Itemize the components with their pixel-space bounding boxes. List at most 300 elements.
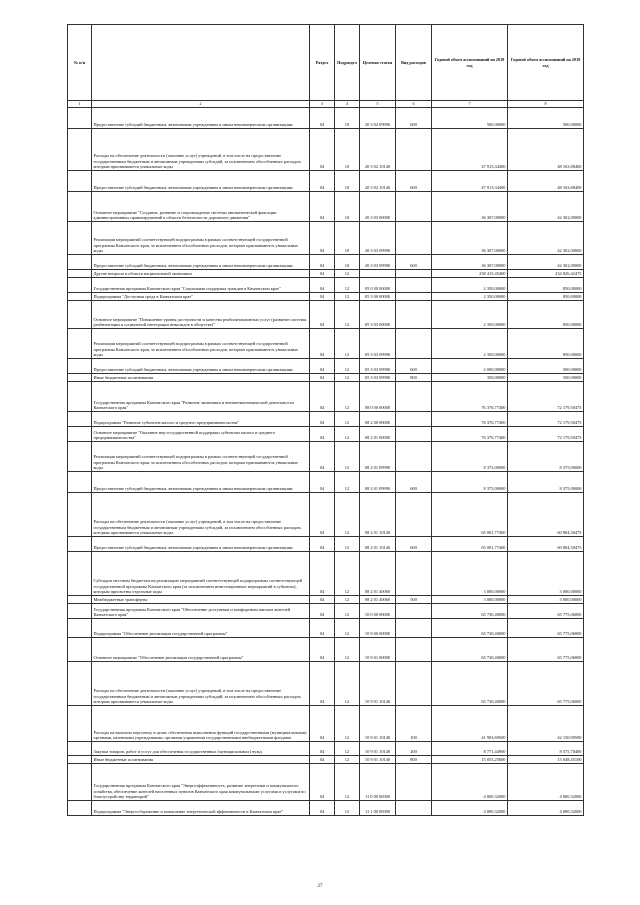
cell-subsection: 12 [335,801,360,816]
cell-name: Закупка товаров, работ и услуг для обеспечения государственных (муниципальных) нужд [92,742,310,756]
cell-name: Реализация мероприятий соответствующей подпрограммы в рамках соответствующей государственной программы Камчатского края, за исключением обособленных расходов, которым присваиваются уникальные коды [92,222,310,255]
cell-num [68,706,92,742]
cell-name: Подпрограмма "Доступная среда в Камчатском крае" [92,293,310,301]
cell-subsection: 12 [335,764,360,801]
cell-section: 04 [310,604,335,619]
cell-exptype: 600 [396,108,432,129]
cell-target: 05 0 00 00000 [360,278,396,293]
table-row [68,706,584,742]
table-row [68,412,584,427]
cell-amount-2019: 850,00000 [508,278,584,293]
cell-name: Подпрограмма "Развитие субъектов малого и среднего предпринимательства" [92,412,310,427]
cell-subsection: 10 [335,171,360,192]
cell-section: 04 [310,427,335,442]
cell-target: 05 3 00 00000 [360,293,396,301]
cell-section: 04 [310,129,335,171]
table-row [68,329,584,359]
cell-num [68,293,92,301]
cell-exptype [396,619,432,638]
cell-target: 10 9 00 00000 [360,619,396,638]
cell-target: 05 3 03 09990 [360,359,396,374]
cell-subsection: 10 [335,255,360,270]
header-exptype: Вид расходов [396,25,432,101]
cell-section: 04 [310,706,335,742]
cell-amount-2019: 42 302,00000 [508,192,584,222]
cell-num [68,427,92,442]
cell-amount-2018: 65 730,40000 [432,662,508,706]
cell-target: 08 2 01 09990 [360,472,396,493]
cell-target: 05 3 03 09990 [360,374,396,382]
cell-target: 05 3 03 09990 [360,329,396,359]
cell-exptype [396,222,432,255]
cell-amount-2019: 42 150,90500 [508,706,584,742]
cell-num [68,329,92,359]
cell-amount-2019: 72 179,50475 [508,427,584,442]
cell-name: Предоставление субсидий бюджетным, автономным учреждениям и иным некоммерческим организациям [92,537,310,552]
cell-exptype: 500 [396,596,432,604]
cell-exptype: 600 [396,255,432,270]
cell-exptype [396,293,432,301]
cell-section: 04 [310,192,335,222]
cell-num [68,129,92,171]
cell-amount-2018: 36 307,00000 [432,222,508,255]
cell-section: 04 [310,742,335,756]
cell-amount-2018: 8 375,00000 [432,472,508,493]
cell-amount-2019: 42 302,00000 [508,255,584,270]
table-row [68,742,584,756]
cell-exptype: 100 [396,706,432,742]
cell-amount-2018: 65 730,40000 [432,619,508,638]
cell-exptype: 200 [396,742,432,756]
cell-name: Другие вопросы в области национальной экономики [92,270,310,278]
cell-num [68,472,92,493]
cell-amount-2019: 850,00000 [508,329,584,359]
cell-num [68,412,92,427]
cell-subsection: 12 [335,329,360,359]
cell-amount-2019: 48 163,88400 [508,171,584,192]
cell-exptype [396,604,432,619]
cell-target: 20 3 03 00000 [360,192,396,222]
cell-exptype: 800 [396,374,432,382]
cell-amount-2018: 3 000,00000 [432,552,508,596]
cell-amount-2019: 48 163,88400 [508,129,584,171]
cell-section: 04 [310,801,335,816]
cell-section: 04 [310,270,335,278]
cell-amount-2018: 2 350,00000 [432,329,508,359]
cell-subsection: 12 [335,537,360,552]
cell-subsection: 12 [335,270,360,278]
cell-num [68,374,92,382]
colnum: 5 [360,101,396,108]
table-row [68,129,584,171]
cell-target: 20 3 02 10140 [360,129,396,171]
cell-num [68,222,92,255]
cell-amount-2019: 3 000,00000 [508,596,584,604]
table-row [68,255,584,270]
cell-amount-2019: 60 804,50475 [508,493,584,537]
table-row [68,192,584,222]
cell-name: Основное мероприятие "Повышение уровня доступности и качества реабилитационных услуг (развитие системы реабилитации и социальной интеграции инвалидов в обществе)" [92,301,310,329]
cell-subsection: 12 [335,638,360,662]
cell-subsection: 10 [335,108,360,129]
cell-subsection: 12 [335,374,360,382]
cell-name: Государственная программа Камчатского края "Энергоэффективность, развитие энергетики и коммунального хозяйства, обеспечение жителей населенных пунктов Камчатского края коммунальными услугами и услугами по благоустройству территорий" [92,764,310,801]
cell-amount-2018: 47 913,34400 [432,129,508,171]
cell-amount-2019: 500,00000 [508,108,584,129]
cell-amount-2019: 65 775,06000 [508,638,584,662]
cell-name: Предоставление субсидий бюджетным, автономным учреждениям и иным некоммерческим организациям [92,171,310,192]
header-2019: Годовой объем ассигнований на 2019 год [508,25,584,101]
cell-section: 04 [310,764,335,801]
cell-subsection: 12 [335,382,360,412]
cell-exptype: 800 [396,756,432,764]
cell-target: 20 3 02 10140 [360,171,396,192]
cell-target: 08 0 00 00000 [360,382,396,412]
cell-section: 04 [310,255,335,270]
cell-amount-2018: 15 055,25600 [432,756,508,764]
cell-amount-2018: 238 415,45400 [432,270,508,278]
cell-subsection: 12 [335,493,360,537]
cell-subsection: 12 [335,301,360,329]
cell-amount-2019: 72 179,50475 [508,382,584,412]
table-row [68,801,584,816]
cell-amount-2018: 2 000,00000 [432,359,508,374]
colnum: 3 [310,101,335,108]
cell-section: 04 [310,301,335,329]
cell-num [68,270,92,278]
cell-section: 04 [310,552,335,596]
cell-exptype [396,427,432,442]
cell-subsection: 12 [335,604,360,619]
cell-target: 10 9 01 10140 [360,706,396,742]
cell-num [68,537,92,552]
cell-name: Расходы на обеспечение деятельности (оказание услуг) учреждений, в том числе на предоставление государственным бюджетным и автономным учреждениям субсидий, за исключением обособленных расходов, которым присваиваются уникальные коды [92,129,310,171]
cell-section: 04 [310,329,335,359]
cell-name: Предоставление субсидий бюджетным, автономным учреждениям и иным некоммерческим организациям [92,108,310,129]
budget-table [67,24,584,816]
cell-name: Подпрограмма "Обеспечение реализации государственной программы" [92,619,310,638]
table-row [68,552,584,596]
table-row [68,493,584,537]
cell-name: Субсидии местным бюджетам на реализацию мероприятий соответствующей подпрограммы соответствующей государственной программы Камчатского края (за исключением инвестиционных мероприятий в субъекты), которым присвоены отдельные коды [92,552,310,596]
cell-amount-2018: 4 800,32000 [432,764,508,801]
cell-target [360,270,396,278]
cell-section: 04 [310,638,335,662]
cell-amount-2018: 36 307,00000 [432,192,508,222]
table-row [68,301,584,329]
cell-subsection: 12 [335,359,360,374]
cell-amount-2019: 42 302,00000 [508,222,584,255]
table-row [68,638,584,662]
cell-section: 04 [310,359,335,374]
cell-subsection: 10 [335,222,360,255]
cell-exptype: 600 [396,171,432,192]
cell-section: 04 [310,222,335,255]
cell-exptype [396,329,432,359]
cell-target: 08 2 01 10140 [360,537,396,552]
table-row [68,427,584,442]
cell-subsection: 12 [335,742,360,756]
header-name [92,25,310,101]
cell-exptype [396,552,432,596]
cell-section: 04 [310,412,335,427]
cell-amount-2019: 500,00000 [508,359,584,374]
cell-name: Основное мероприятие "Создание, развитие и сопровождение системы автоматической фиксации административных правонарушений в области безопасности дорожного движения" [92,192,310,222]
cell-exptype: 600 [396,537,432,552]
cell-exptype [396,801,432,816]
header-subsection: Подраздел [335,25,360,101]
cell-exptype [396,301,432,329]
cell-num [68,764,92,801]
cell-name: Расходы на выплаты персоналу в целях обеспечения выполнения функций государственными (муниципальными) органами, казенными учреждениями, органами управления государственными внебюджетными фондами [92,706,310,742]
cell-subsection: 12 [335,756,360,764]
cell-section: 04 [310,171,335,192]
cell-amount-2019: 3 000,00000 [508,552,584,596]
cell-target: 08 2 01 09990 [360,442,396,472]
cell-name: Предоставление субсидий бюджетным, автономным учреждениям и иным некоммерческим организациям [92,359,310,374]
table-row [68,293,584,301]
cell-target: 10 9 01 10140 [360,742,396,756]
cell-num [68,255,92,270]
cell-num [68,278,92,293]
cell-num [68,756,92,764]
cell-num [68,638,92,662]
cell-amount-2018: 8 375,00000 [432,442,508,472]
cell-amount-2019: 72 179,50475 [508,412,584,427]
cell-amount-2018: 76 376,77400 [432,412,508,427]
cell-subsection: 12 [335,472,360,493]
cell-subsection: 12 [335,596,360,604]
table-row [68,756,584,764]
cell-name: Государственная программа Камчатского края "Развитие экономики и внешнеэкономической деятельности Камчатского края" [92,382,310,412]
cell-target: 11 1 00 00000 [360,801,396,816]
cell-target: 08 2 01 40060 [360,552,396,596]
cell-section: 04 [310,619,335,638]
cell-subsection: 10 [335,192,360,222]
cell-subsection: 12 [335,427,360,442]
column-number-row [68,101,584,108]
cell-exptype: 600 [396,472,432,493]
table-row [68,596,584,604]
cell-amount-2018: 350,00000 [432,374,508,382]
cell-num [68,301,92,329]
cell-amount-2019: 850,00000 [508,293,584,301]
cell-name: Межбюджетные трансферты [92,596,310,604]
cell-amount-2019: 8 575,70400 [508,742,584,756]
cell-exptype [396,493,432,537]
cell-amount-2019: 65 775,06000 [508,662,584,706]
header-num: № п/п [68,25,92,101]
cell-subsection: 12 [335,293,360,301]
colnum: 6 [396,101,432,108]
cell-amount-2018: 41 903,69500 [432,706,508,742]
cell-name: Подпрограмма "Энергосбережение и повышение энергетической эффективности в Камчатском крае" [92,801,310,816]
cell-exptype [396,638,432,662]
cell-num [68,619,92,638]
cell-amount-2019: 60 804,50475 [508,537,584,552]
cell-section: 04 [310,374,335,382]
cell-amount-2019: 65 775,06000 [508,604,584,619]
cell-exptype [396,270,432,278]
cell-section: 04 [310,662,335,706]
header-target: Целевая статья [360,25,396,101]
cell-exptype [396,278,432,293]
cell-exptype [396,442,432,472]
cell-num [68,493,92,537]
table-row [68,222,584,255]
cell-amount-2018: 47 913,34400 [432,171,508,192]
cell-name: Расходы на обеспечение деятельности (оказание услуг) учреждений, в том числе на предоставление государственным бюджетным и автономным учреждениям субсидий, за исключением обособленных расходов, которым присваиваются уникальные коды [92,493,310,537]
table-row [68,374,584,382]
cell-target: 08 2 01 40060 [360,596,396,604]
cell-amount-2018: 2 350,00000 [432,278,508,293]
header-2018: Годовой объем ассигнований на 2018 год [432,25,508,101]
cell-amount-2019: 234 826,42475 [508,270,584,278]
table-row [68,537,584,552]
table-row [68,662,584,706]
cell-amount-2018: 2 350,00000 [432,293,508,301]
cell-amount-2018: 65 730,40000 [432,604,508,619]
header-section: Раздел [310,25,335,101]
cell-section: 04 [310,537,335,552]
cell-num [68,192,92,222]
table-row [68,270,584,278]
cell-target: 20 3 03 09990 [360,222,396,255]
cell-num [68,382,92,412]
cell-target: 08 2 01 00000 [360,427,396,442]
cell-num [68,552,92,596]
cell-section: 04 [310,756,335,764]
table-body [68,108,584,816]
cell-subsection: 10 [335,129,360,171]
cell-section: 04 [310,382,335,412]
cell-amount-2019: 4 800,32000 [508,764,584,801]
cell-section: 04 [310,108,335,129]
cell-exptype [396,382,432,412]
cell-section: 04 [310,442,335,472]
cell-target: 10 9 01 10140 [360,662,396,706]
cell-name: Иные бюджетные ассигнования [92,756,310,764]
cell-num [68,359,92,374]
table-row [68,764,584,801]
cell-subsection: 12 [335,662,360,706]
cell-target: 10 9 01 00000 [360,638,396,662]
cell-amount-2019: 4 800,32000 [508,801,584,816]
cell-subsection: 12 [335,278,360,293]
cell-num [68,662,92,706]
cell-amount-2018: 2 350,00000 [432,301,508,329]
cell-exptype [396,764,432,801]
cell-amount-2018: 36 307,00000 [432,255,508,270]
cell-name: Предоставление субсидий бюджетным, автономным учреждениям и иным некоммерческим организациям [92,472,310,493]
table-row [68,604,584,619]
cell-amount-2018: 65 001,77400 [432,493,508,537]
cell-name: Государственная программа Камчатского края "Обеспечение доступным и комфортным жильем жителей Камчатского края" [92,604,310,619]
colnum: 4 [335,101,360,108]
cell-section: 04 [310,293,335,301]
cell-amount-2019: 15 048,45100 [508,756,584,764]
cell-name: Расходы на обеспечение деятельности (оказание услуг) учреждений, в том числе на предоставление государственным бюджетным и автономным учреждениям субсидий, за исключением обособленных расходов, которым присваиваются уникальные коды [92,662,310,706]
cell-target: 11 0 00 00000 [360,764,396,801]
table-row [68,382,584,412]
table-row [68,278,584,293]
cell-section: 04 [310,472,335,493]
cell-num [68,442,92,472]
cell-amount-2018: 500,00000 [432,108,508,129]
cell-exptype [396,129,432,171]
cell-amount-2018: 8 771,44900 [432,742,508,756]
cell-amount-2018: 4 800,32000 [432,801,508,816]
table-row [68,472,584,493]
cell-name: Основное мероприятие "Оказание мер государственной поддержки субъектам малого и среднего предпринимательства" [92,427,310,442]
cell-num [68,171,92,192]
table-row [68,359,584,374]
cell-amount-2018: 3 000,00000 [432,596,508,604]
cell-target: 08 2 00 00000 [360,412,396,427]
cell-section: 04 [310,278,335,293]
cell-name: Реализация мероприятий соответствующей подпрограммы в рамках соответствующей государственной программы Камчатского края, за исключением обособленных расходов, которым присваиваются уникальные коды [92,442,310,472]
cell-amount-2018: 76 376,77400 [432,427,508,442]
cell-target: 20 3 03 09990 [360,255,396,270]
cell-amount-2019: 8 375,00000 [508,442,584,472]
cell-subsection: 12 [335,619,360,638]
cell-subsection: 12 [335,442,360,472]
table-row [68,619,584,638]
cell-exptype: 600 [396,359,432,374]
cell-num [68,596,92,604]
cell-num [68,108,92,129]
cell-subsection: 12 [335,552,360,596]
cell-target: 20 3 02 09990 [360,108,396,129]
cell-section: 04 [310,596,335,604]
cell-amount-2018: 65 001,77400 [432,537,508,552]
cell-subsection: 12 [335,412,360,427]
cell-num [68,604,92,619]
cell-name: Иные бюджетные ассигнования [92,374,310,382]
cell-name: Предоставление субсидий бюджетным, автономным учреждениям и иным некоммерческим организациям [92,255,310,270]
cell-amount-2018: 65 730,40000 [432,638,508,662]
table-row [68,171,584,192]
cell-amount-2019: 8 375,00000 [508,472,584,493]
cell-name: Основное мероприятие "Обеспечение реализации государственной программы" [92,638,310,662]
colnum: 7 [432,101,508,108]
colnum: 8 [508,101,584,108]
cell-amount-2019: 350,00000 [508,374,584,382]
cell-exptype [396,412,432,427]
page-number: 27 [317,884,323,889]
table-row [68,108,584,129]
cell-exptype [396,662,432,706]
cell-amount-2019: 850,00000 [508,301,584,329]
cell-section: 04 [310,493,335,537]
cell-amount-2019: 65 775,06000 [508,619,584,638]
table-row [68,442,584,472]
colnum: 1 [68,101,92,108]
cell-num [68,801,92,816]
cell-target: 05 3 03 00000 [360,301,396,329]
cell-subsection: 12 [335,706,360,742]
cell-exptype [396,192,432,222]
cell-target: 10 9 01 10140 [360,756,396,764]
colnum: 2 [92,101,310,108]
cell-name: Государственная программа Камчатского края "Социальная поддержка граждан в Камчатском крае" [92,278,310,293]
cell-target: 08 2 01 10140 [360,493,396,537]
cell-name: Реализация мероприятий соответствующей подпрограммы в рамках соответствующей государственной программы Камчатского края, за исключением обособленных расходов, которым присваиваются уникальные коды [92,329,310,359]
header-row [68,25,584,101]
cell-target: 10 0 00 00000 [360,604,396,619]
cell-num [68,742,92,756]
cell-amount-2018: 76 376,77400 [432,382,508,412]
